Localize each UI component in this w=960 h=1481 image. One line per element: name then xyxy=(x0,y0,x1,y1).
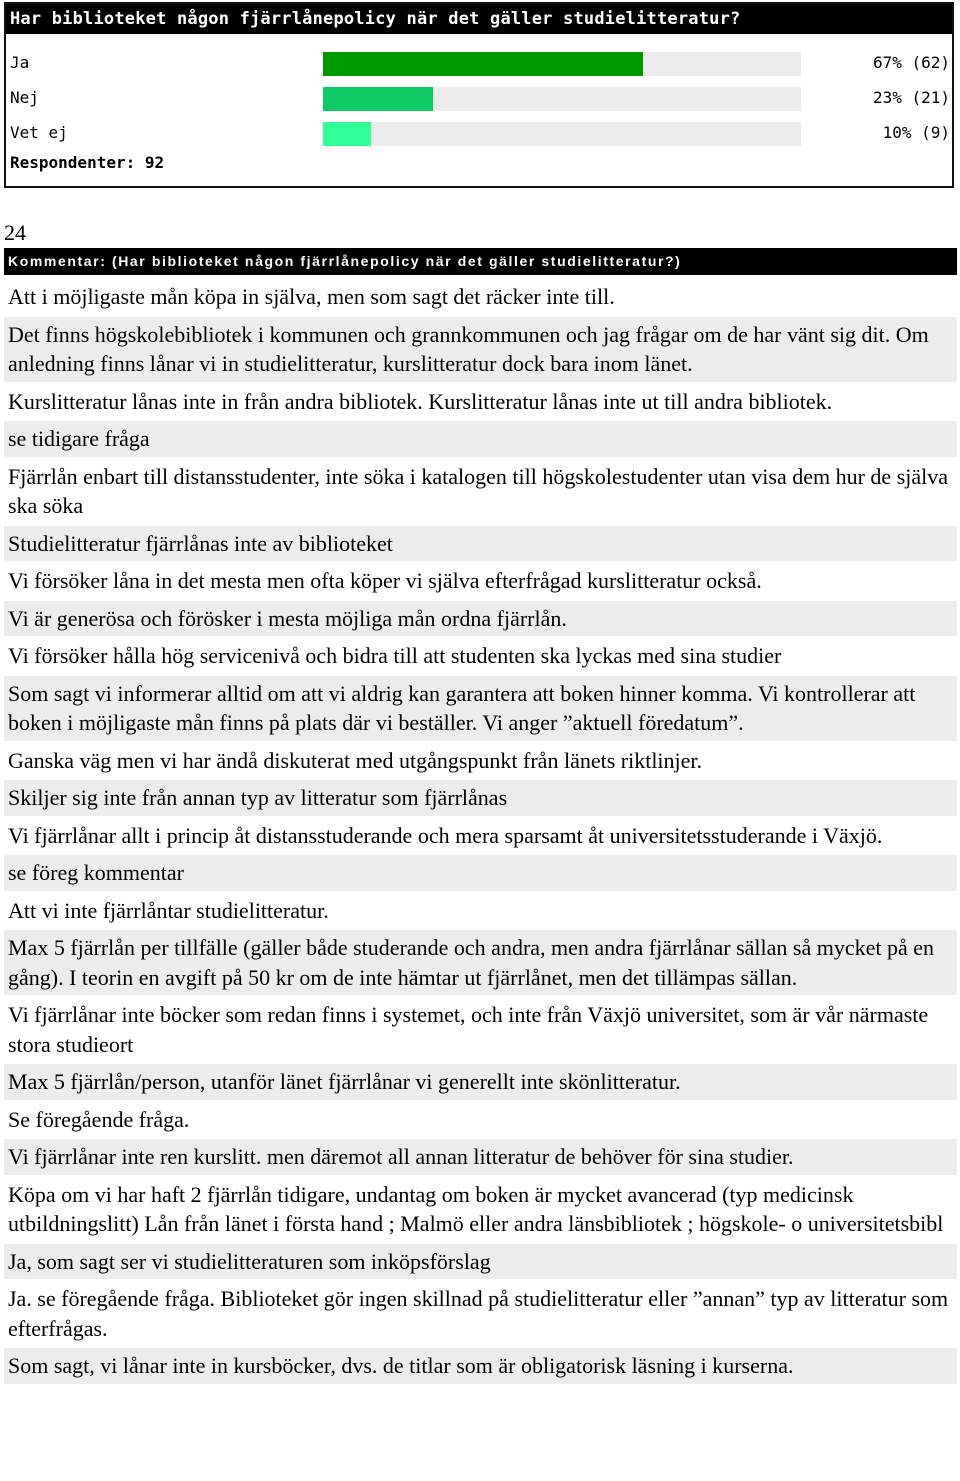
comment-row: Att vi inte fjärrlåntar studielitteratur. xyxy=(4,893,957,929)
comment-row: Max 5 fjärrlån/person, utanför länet fjärrlånar vi generellt inte skönlitteratur. xyxy=(4,1064,957,1100)
option-row-vet-ej xyxy=(8,122,952,144)
respondent-count: Respondenter: 92 xyxy=(10,153,165,172)
comment-list xyxy=(4,279,957,1384)
comment-row: Ganska väg men vi har ändå diskuterat med utgångspunkt från länets riktlinjer. xyxy=(4,743,957,779)
comment-row: Som sagt vi informerar alltid om att vi aldrig kan garantera att boken hinner komma. Vi kontrollerar att boken i möjligaste mån finns på plats där vi beställer. Vi anger ”aktuell föredatum”. xyxy=(4,676,957,741)
comment-row: Ja. se föregående fråga. Biblioteket gör ingen skillnad på studielitteratur eller ”annan” typ av litteratur som efterfrågas. xyxy=(4,1281,957,1346)
comment-row: Max 5 fjärrlån per tillfälle (gäller både studerande och andra, men andra fjärrlånar sällan så mycket på en gång). I teorin en avgift på 50 kr om de inte hämtar ut fjärrlånet, men det tillämpas sällan. xyxy=(4,930,957,995)
option-bar-track xyxy=(323,52,801,76)
page-number: 24 xyxy=(4,220,26,245)
comment-row: Vi är generösa och förösker i mesta möjliga mån ordna fjärrlån. xyxy=(4,601,957,637)
option-bar-track xyxy=(323,122,801,146)
option-row-ja xyxy=(8,52,952,74)
comment-row: Studielitteratur fjärrlånas inte av biblioteket xyxy=(4,526,957,562)
option-percent: 10% (9) xyxy=(882,123,950,142)
option-label: Ja xyxy=(10,53,30,72)
comment-row: Vi fjärrlånar inte ren kurslitt. men däremot all annan litteratur de behöver för sina studier. xyxy=(4,1139,957,1175)
option-bar-fill xyxy=(323,87,433,111)
comment-row: Som sagt, vi lånar inte in kursböcker, dvs. de titlar som är obligatorisk läsning i kurserna. xyxy=(4,1348,957,1384)
comment-row: Ja, som sagt ser vi studielitteraturen som inköpsförslag xyxy=(4,1244,957,1280)
comments-header: Kommentar: (Har biblioteket någon fjärrlånepolicy när det gäller studielitteratur?) xyxy=(4,248,957,275)
comment-row: Köpa om vi har haft 2 fjärrlån tidigare, undantag om boken är mycket avancerad (typ medicinsk utbildningslitt) Lån från länet i första hand ; Malmö eller andra länsbibliotek ; högskole- o universitetsbibl xyxy=(4,1177,957,1242)
comment-row: Det finns högskolebibliotek i kommunen och grannkommunen och jag frågar om de har vänt sig dit. Om anledning finns lånar vi in studielitteratur, kurslitteratur dock bara inom länet. xyxy=(4,317,957,382)
option-bar-fill xyxy=(323,52,643,76)
option-label: Vet ej xyxy=(10,123,68,142)
option-row-nej xyxy=(8,87,952,109)
option-label: Nej xyxy=(10,88,39,107)
comment-row: Skiljer sig inte från annan typ av litteratur som fjärrlånas xyxy=(4,780,957,816)
comment-row: Vi försöker hålla hög servicenivå och bidra till att studenten ska lyckas med sina studier xyxy=(4,638,957,674)
comment-row: Se föregående fråga. xyxy=(4,1102,957,1138)
option-percent: 23% (21) xyxy=(872,88,950,107)
comment-row: Fjärrlån enbart till distansstudenter, inte söka i katalogen till högskolestudenter utan visa dem hur de själva ska söka xyxy=(4,459,957,524)
comment-row: Vi försöker låna in det mesta men ofta köper vi själva efterfrågad kurslitteratur också. xyxy=(4,563,957,599)
option-bar-track xyxy=(323,87,801,111)
survey-question: Har biblioteket någon fjärrlånepolicy när det gäller studielitteratur? xyxy=(6,4,952,34)
survey-result-box xyxy=(4,2,954,188)
comments-table xyxy=(4,248,957,1386)
comment-row: Vi fjärrlånar inte böcker som redan finns i systemet, och inte från Växjö universitet, som är vår närmaste stora studieort xyxy=(4,997,957,1062)
comment-row: Att i möjligaste mån köpa in själva, men som sagt det räcker inte till. xyxy=(4,279,957,315)
option-bar-fill xyxy=(323,122,371,146)
comment-row: Kurslitteratur lånas inte in från andra bibliotek. Kurslitteratur lånas inte ut till andra bibliotek. xyxy=(4,384,957,420)
option-percent: 67% (62) xyxy=(872,53,950,72)
comment-row: se föreg kommentar xyxy=(4,855,957,891)
comment-row: Vi fjärrlånar allt i princip åt distansstuderande och mera sparsamt åt universitetsstuderande i Växjö. xyxy=(4,818,957,854)
comment-row: se tidigare fråga xyxy=(4,421,957,457)
